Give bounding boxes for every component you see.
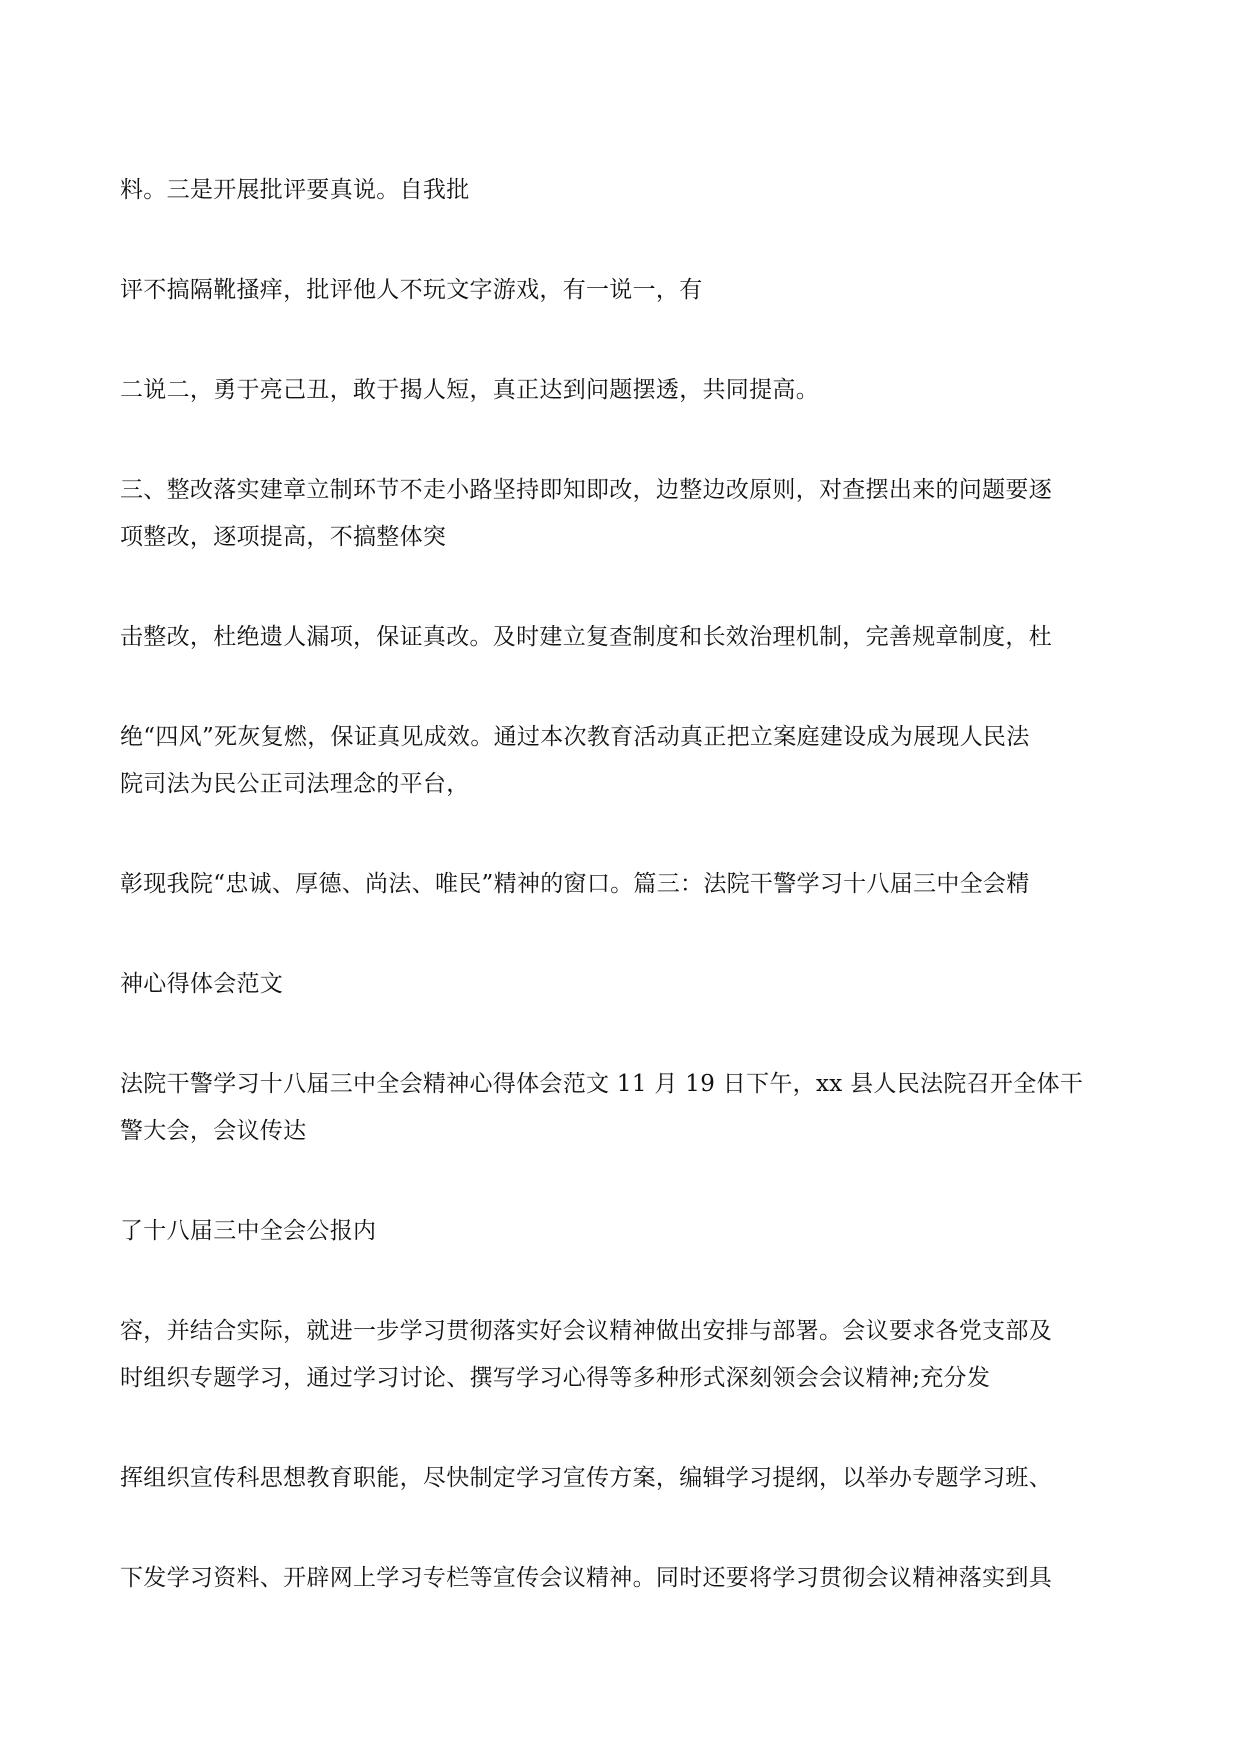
text-line: 下发学习资料、开辟网上学习专栏等宣传会议精神。同时还要将学习贯彻会议精神落实到具 [120,1565,1052,1591]
text-line: 挥组织宣传科思想教育职能，尽快制定学习宣传方案，编辑学习提纲，以举办专题学习班、 [120,1465,1052,1491]
text-line: 评不搞隔靴搔痒，批评他人不玩文字游戏，有一说一，有 [120,277,703,303]
text-line: 料。三是开展批评要真说。自我批 [120,177,470,203]
text-line: 了十八届三中全会公报内 [120,1218,377,1244]
text-line: 神心得体会范文 [120,971,284,997]
text-line: 时组织专题学习，通过学习讨论、撰写学习心得等多种形式深刻领会会议精神;充分发 [120,1365,991,1391]
text-line: 三、整改落实建章立制环节不走小路坚持即知即改，边整边改原则，对查摆出来的问题要逐 [120,477,1052,503]
text-line: 法院干警学习十八届三中全会精神心得体会范文 11 月 19 日下午，xx 县人民法院召开全体干 [120,1071,1084,1097]
text-line: 彰现我院“忠诚、厚德、尚法、唯民”精神的窗口。篇三：法院干警学习十八届三中全会精 [120,871,1030,897]
text-line: 警大会，会议传达 [120,1118,307,1144]
text-line: 二说二，勇于亮己丑，敢于揭人短，真正达到问题摆透，共同提高。 [120,377,819,403]
text-line: 容，并结合实际，就进一步学习贯彻落实好会议精神做出安排与部署。会议要求各党支部及 [120,1318,1052,1344]
text-line: 击整改，杜绝遗人漏项，保证真改。及时建立复查制度和长效治理机制，完善规章制度，杜 [120,624,1052,650]
text-line: 院司法为民公正司法理念的平台， [120,771,470,797]
text-line: 项整改，逐项提高，不搞整体突 [120,524,447,550]
text-line: 绝“四风”死灰复燃，保证真见成效。通过本次教育活动真正把立案庭建设成为展现人民法 [120,724,1030,750]
